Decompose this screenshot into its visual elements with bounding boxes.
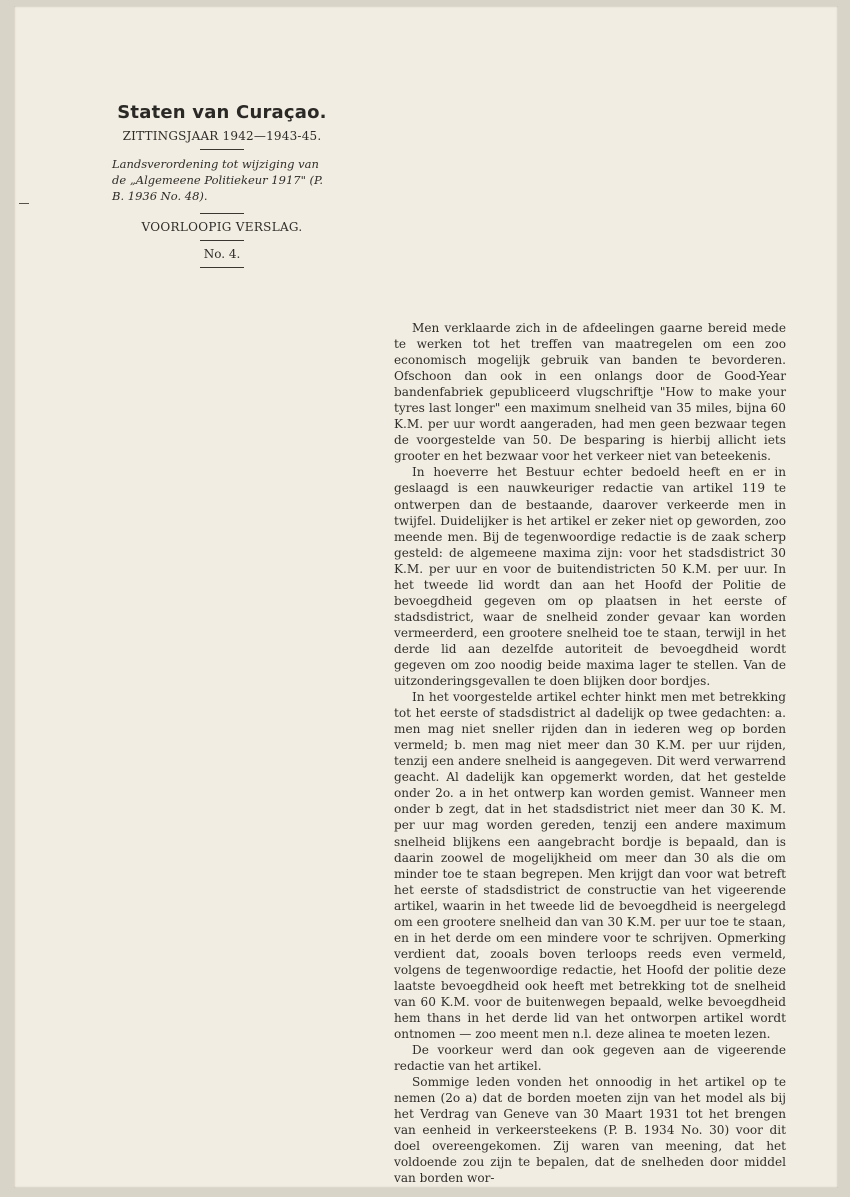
paragraph: De voorkeur werd dan ook gegeven aan de vigeerende redactie van het artikel.	[394, 1043, 786, 1074]
session-year: ZITTINGSJAAR 1942—1943-45.	[122, 129, 322, 143]
document-header	[102, 102, 342, 274]
divider	[200, 267, 244, 268]
document-page	[14, 6, 838, 1188]
paragraph: In hoeverre het Bestuur echter bedoeld heeft en er in geslaagd is een nauwkeuriger redactie van artikel 119 te ontwerpen dan de bestaande, daarover verkeerde men in twijfel. Duidelijker is het artikel er zeker niet op geworden, zoo meende men. Bij de tegenwoordige redactie is de zaak scherp gesteld: de algemeene maxima zijn: voor het stadsdistrict 30 K.M. per uur en voor de buitendistricten 50 K.M. per uur. In het tweede lid wordt dan aan het Hoofd der Politie de bevoegdheid gegeven om op plaatsen in het eerste of stadsdistrict, waar de snelheid zonder gevaar kan worden vermeerderd, een grootere snelheid toe te staan, terwijl in het derde lid aan dezelfde autoriteit de bevoegdheid wordt gegeven om zoo noodig beide maxima lager te stellen. Van de uitzonderingsgevallen te doen blijken door bordjes.	[394, 465, 786, 689]
document-title: Staten van Curaçao.	[117, 102, 327, 123]
margin-mark	[19, 203, 29, 204]
divider	[200, 213, 244, 214]
paragraph: In het voorgestelde artikel echter hinkt men met betrekking tot het eerste of stadsdistrict al dadelijk op twee gedachten: a. men mag niet sneller rijden dan in iederen weg op borden vermeld; b. men mag niet meer dan 30 K.M. per uur rijden, tenzij een andere snelheid is aangegeven. Dit werd verwarrend geacht. Al dadelijk kan opgemerkt worden, dat het gestelde onder 2o. a in het ontwerp kan worden gemist. Wanneer men onder b zegt, dat in het stadsdistrict niet meer dan 30 K. M. per uur mag worden gereden, tenzij een andere maximum snelheid blijkens een aangebracht bordje is bepaald, dan is daarin zoowel de mogelijkheid om meer dan 30 als die om minder toe te staan begrepen. Men krijgt dan voor wat betreft het eerste of stadsdistrict de constructie van het vigeerende artikel, waarin in het tweede lid de bevoegdheid is neergelegd om een grootere snelheid dan van 30 K.M. per uur toe te staan, en in het derde om een mindere voor te schrijven. Opmerking verdient dat, zooals boven terloops reeds even vermeld, volgens de tegenwoordige redactie, het Hoofd der politie deze laatste bevoegdheid ook heeft met betrekking tot de snelheid van 60 K.M. voor de buitenwegen bepaald, welke bevoegdheid hem thans in het derde lid van het ontworpen artikel wordt ontnomen — zoo meent men n.l. deze alinea te moeten lezen.	[394, 690, 786, 1042]
report-title: VOORLOOPIG VERSLAG.	[141, 220, 303, 234]
divider	[200, 149, 244, 150]
paragraph: Sommige leden vonden het onnoodig in het artikel op te nemen (2o a) dat de borden moeten zijn van het model als bij het Verdrag van Geneve van 30 Maart 1931 tot het brengen van eenheid in verkeersteekens (P. B. 1934 No. 30) voor dit doel overeengekomen. Zij waren van meening, dat het voldoende zou zijn te bepalen, dat de snelheden door middel van borden wor-	[394, 1075, 786, 1186]
ordinance-subject: Landsverordening tot wijziging van de „Algemeene Politiekeur 1917" (P. B. 1936 No. 48).	[112, 157, 324, 203]
report-body	[394, 320, 786, 1187]
report-number: No. 4.	[203, 247, 241, 261]
divider	[200, 240, 244, 241]
paragraph: Men verklaarde zich in de afdeelingen gaarne bereid mede te werken tot het treffen van maatregelen om een zoo economisch mogelijk gebruik van banden te bevorderen. Ofschoon dan ook in een onlangs door de Good-Year bandenfabriek gepubliceerd vlugschriftje "How to make your tyres last longer" een maximum snelheid van 35 miles, bijna 60 K.M. per uur wordt aangeraden, had men geen bezwaar tegen de voorgestelde van 50. De besparing is hierbij allicht iets grooter en het bezwaar voor het verkeer niet van beteekenis.	[394, 321, 786, 464]
